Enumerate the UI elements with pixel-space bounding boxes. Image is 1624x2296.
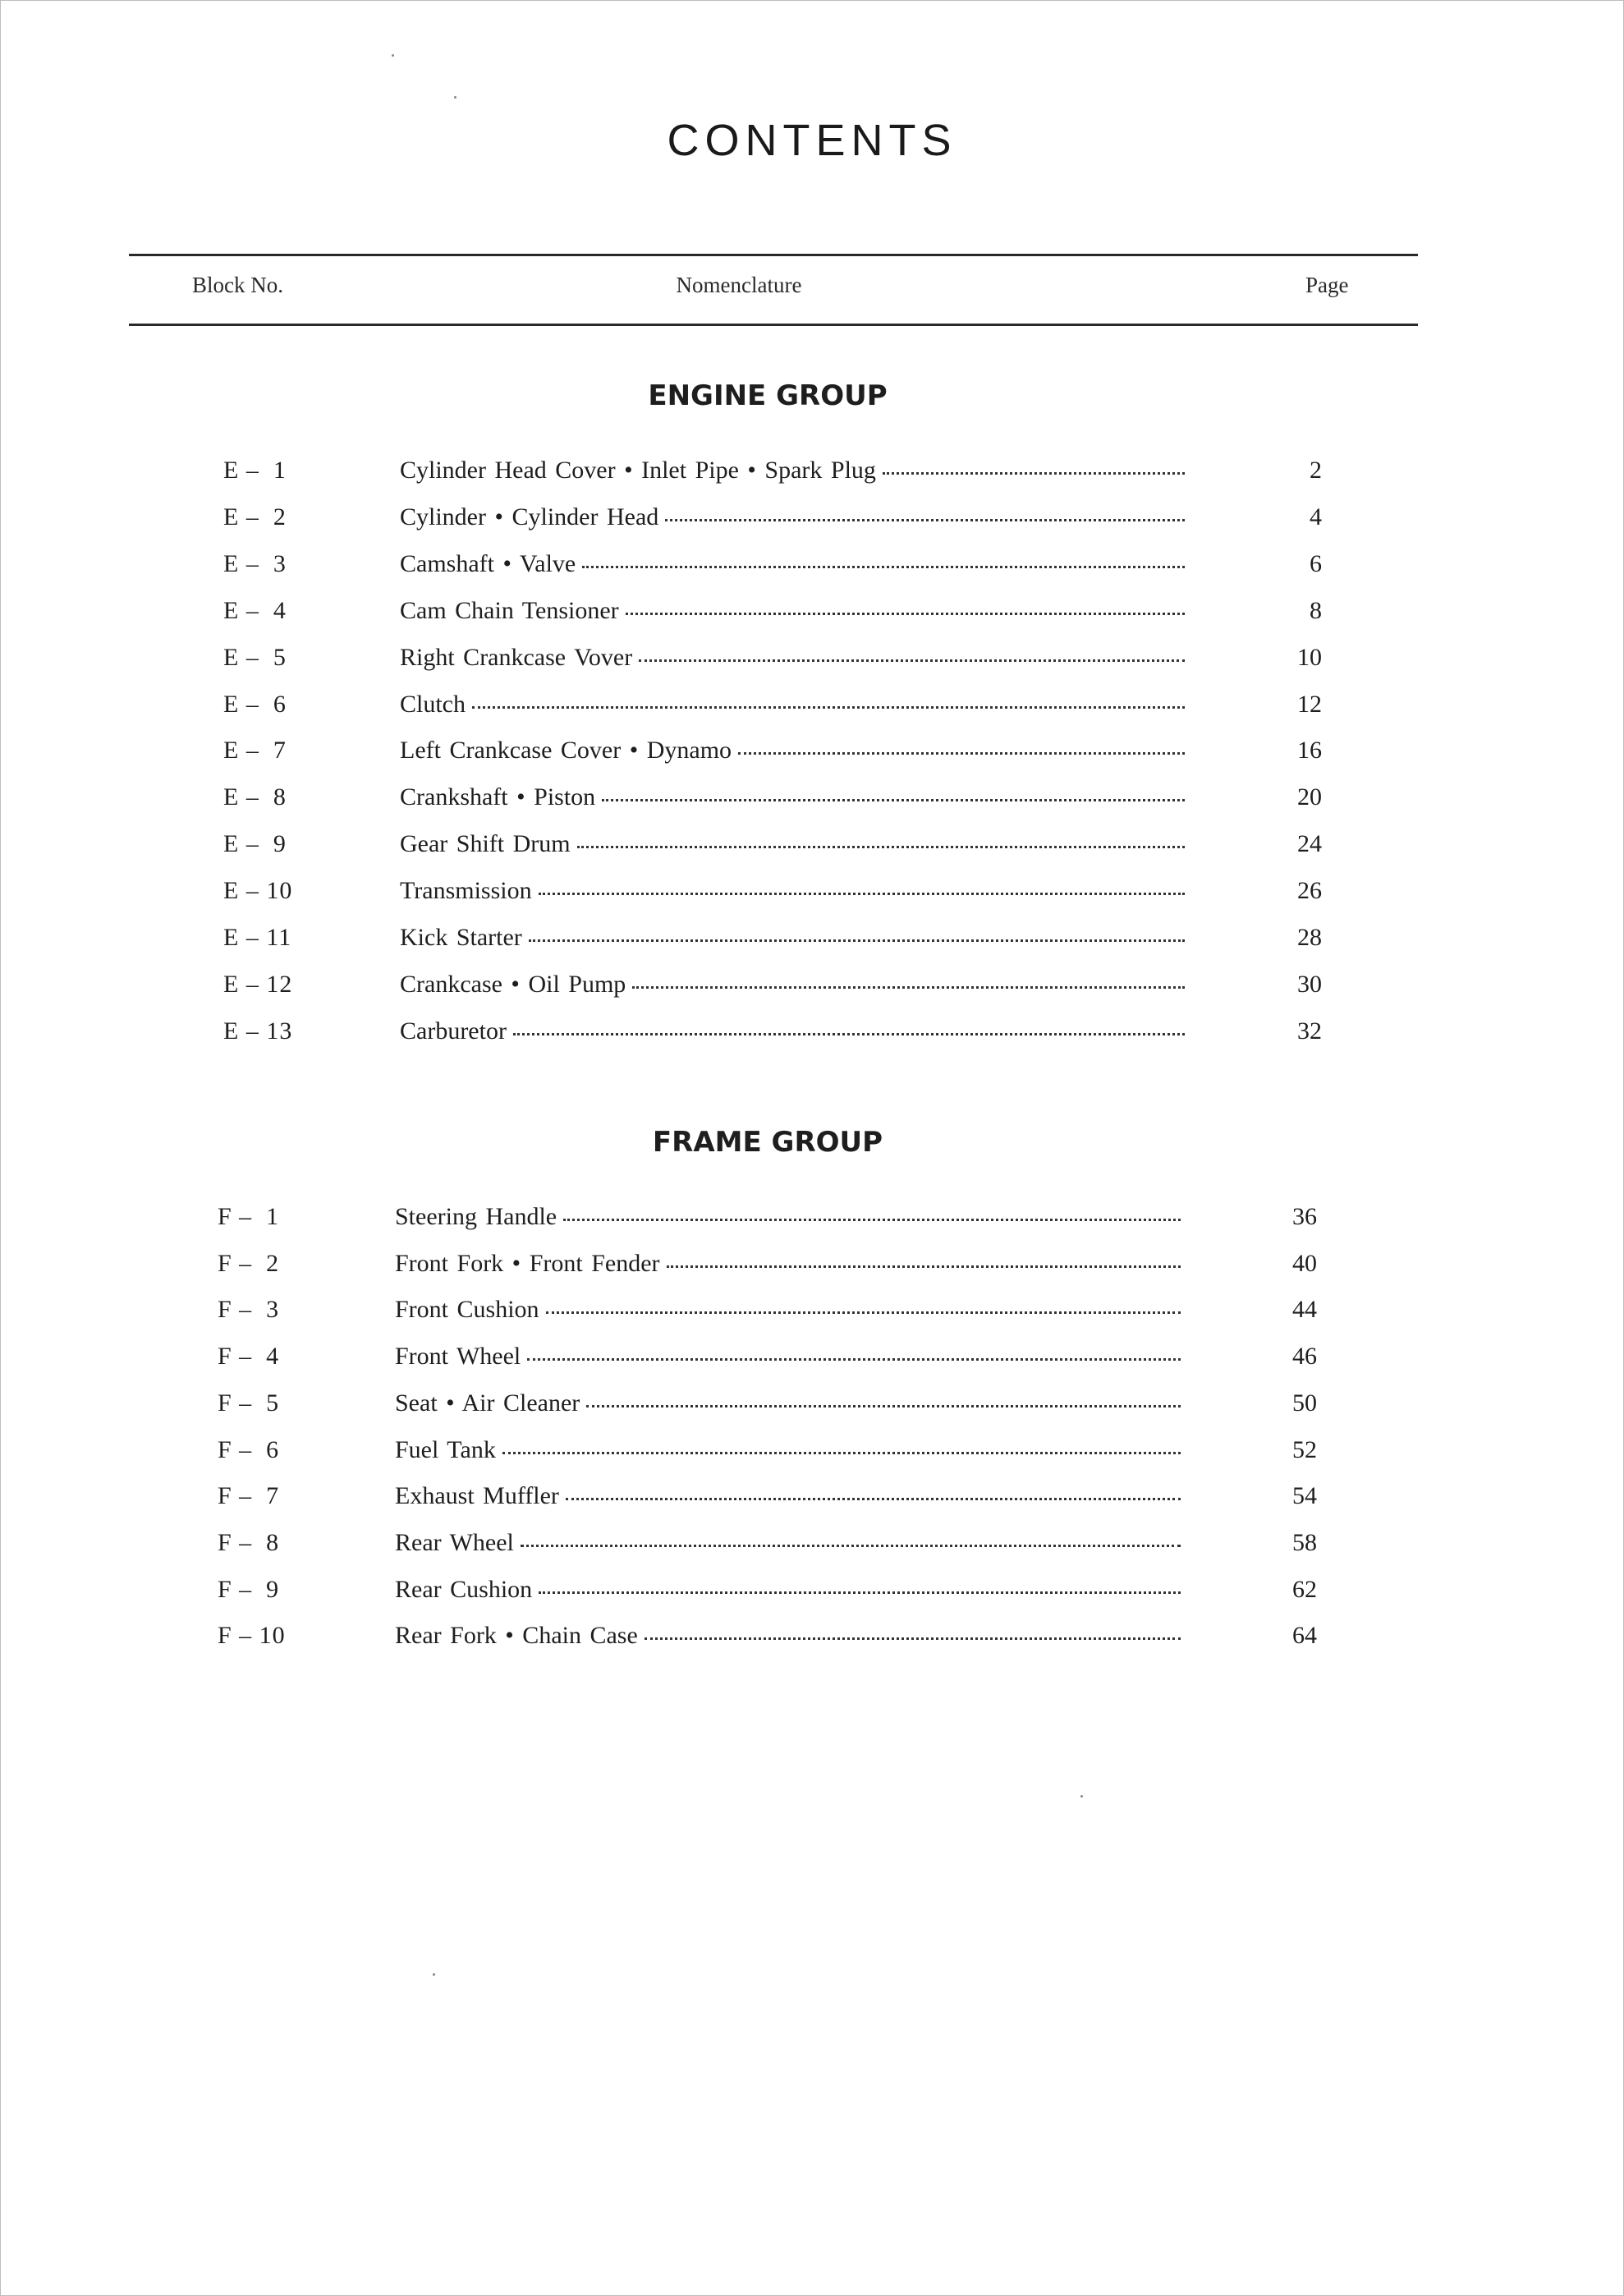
column-header-nomenclature: Nomenclature (676, 273, 802, 297)
nomenclature-cell (400, 499, 1185, 535)
dot-leader (546, 1311, 1181, 1314)
toc-entry (218, 1246, 1317, 1282)
dot-leader (577, 845, 1185, 848)
scan-speck (454, 96, 456, 99)
nomenclature-cell (395, 1339, 1181, 1375)
scan-speck (392, 54, 394, 57)
toc-entry (218, 1292, 1317, 1328)
nomenclature-text: Front Fork • Front Fender (395, 1249, 660, 1277)
dot-leader (667, 1265, 1181, 1268)
page-number: 10 (1297, 643, 1322, 671)
nomenclature-cell (395, 1292, 1181, 1328)
page-number: 24 (1297, 830, 1322, 858)
page-number: 28 (1297, 924, 1322, 951)
page-number: 4 (1310, 503, 1322, 530)
toc-entry (218, 1478, 1317, 1514)
column-header-page: Page (1305, 273, 1349, 297)
nomenclature-cell (395, 1618, 1181, 1654)
block-number: E – 2 (223, 503, 287, 530)
block-number: F – 5 (218, 1389, 280, 1417)
nomenclature-text: Steering Handle (395, 1203, 557, 1230)
page-number: 12 (1297, 690, 1322, 718)
nomenclature-cell (400, 779, 1185, 815)
nomenclature-cell (395, 1385, 1181, 1421)
nomenclature-text: Right Crankcase Vover (400, 643, 633, 671)
nomenclature-text: Fuel Tank (395, 1435, 496, 1463)
toc-entry (223, 826, 1322, 862)
dot-leader (632, 985, 1185, 989)
nomenclature-text: Cylinder • Cylinder Head (400, 503, 659, 530)
nomenclature-text: Kick Starter (400, 924, 522, 951)
toc-entry (218, 1572, 1317, 1608)
page-number: 36 (1292, 1203, 1317, 1230)
toc-entry (223, 546, 1322, 582)
nomenclature-text: Rear Fork • Chain Case (395, 1622, 638, 1650)
toc-entry (218, 1525, 1317, 1561)
toc-entry (223, 499, 1322, 535)
dot-leader (539, 892, 1185, 895)
block-number: F – 2 (218, 1249, 280, 1277)
nomenclature-text: Front Cushion (395, 1296, 539, 1324)
nomenclature-cell (395, 1478, 1181, 1514)
scan-speck (433, 1973, 435, 1976)
header-rule-bottom (129, 324, 1418, 326)
block-number: F – 1 (218, 1203, 280, 1230)
dot-leader (529, 939, 1185, 942)
nomenclature-cell (400, 546, 1185, 582)
nomenclature-cell (395, 1246, 1181, 1282)
page-number: 30 (1297, 970, 1322, 998)
nomenclature-cell (395, 1525, 1181, 1561)
nomenclature-text: Exhaust Muffler (395, 1482, 559, 1510)
nomenclature-cell (400, 593, 1185, 629)
page-number: 46 (1292, 1343, 1317, 1371)
nomenclature-text: Front Wheel (395, 1343, 521, 1371)
toc-entry (223, 873, 1322, 909)
nomenclature-text: Transmission (400, 877, 532, 905)
toc-entry (218, 1199, 1317, 1235)
block-number: F – 10 (218, 1622, 286, 1650)
nomenclature-cell (395, 1432, 1181, 1468)
page-number: 2 (1310, 457, 1322, 484)
nomenclature-text: Cam Chain Tensioner (400, 596, 619, 624)
block-number: F – 9 (218, 1575, 280, 1603)
dot-leader (563, 1218, 1181, 1221)
block-number: E – 6 (223, 690, 287, 718)
nomenclature-cell (395, 1199, 1181, 1235)
toc-entry (223, 593, 1322, 629)
dot-leader (513, 1032, 1185, 1035)
scan-speck (1080, 1795, 1083, 1798)
block-number: E – 10 (223, 877, 293, 905)
nomenclature-text: Rear Wheel (395, 1528, 514, 1556)
page-number: 40 (1292, 1249, 1317, 1277)
block-number: E – 7 (223, 737, 287, 765)
block-number: F – 4 (218, 1343, 280, 1371)
dot-leader (639, 659, 1185, 662)
group-title-frame: FRAME GROUP (652, 1126, 883, 1159)
nomenclature-cell (395, 1572, 1181, 1608)
page-number: 50 (1292, 1389, 1317, 1417)
block-number: E – 11 (223, 924, 292, 951)
toc-entry (223, 640, 1322, 676)
nomenclature-cell (400, 732, 1185, 769)
nomenclature-cell (400, 967, 1185, 1003)
page-number: 64 (1292, 1622, 1317, 1650)
block-number: F – 8 (218, 1528, 280, 1556)
nomenclature-text: Rear Cushion (395, 1575, 533, 1603)
dot-leader (665, 518, 1185, 521)
block-number: E – 4 (223, 596, 287, 624)
page-title: CONTENTS (667, 116, 957, 165)
toc-entry (218, 1385, 1317, 1421)
toc-entry (223, 920, 1322, 956)
nomenclature-cell (400, 687, 1185, 723)
block-number: E – 1 (223, 457, 287, 484)
nomenclature-cell (400, 826, 1185, 862)
page-number: 44 (1292, 1296, 1317, 1324)
toc-entry (223, 1013, 1322, 1049)
page-number: 26 (1297, 877, 1322, 905)
nomenclature-text: Camshaft • Valve (400, 549, 576, 577)
dot-leader (521, 1544, 1181, 1547)
dot-leader (626, 612, 1185, 615)
block-number: E – 3 (223, 549, 287, 577)
dot-leader (602, 798, 1185, 801)
toc-entry (223, 687, 1322, 723)
page-number: 8 (1310, 596, 1322, 624)
dot-leader (502, 1451, 1181, 1454)
page-number: 62 (1292, 1575, 1317, 1603)
dot-leader (472, 705, 1185, 709)
dot-leader (527, 1357, 1181, 1361)
nomenclature-text: Cylinder Head Cover • Inlet Pipe • Spark Plug (400, 457, 876, 484)
toc-entry (223, 779, 1322, 815)
page-number: 6 (1310, 549, 1322, 577)
page-number: 16 (1297, 737, 1322, 765)
block-number: E – 8 (223, 783, 287, 811)
header-rule-top (129, 254, 1418, 256)
nomenclature-cell (400, 920, 1185, 956)
toc-entry (223, 452, 1322, 489)
dot-leader (566, 1497, 1181, 1500)
toc-entry (223, 732, 1322, 769)
page-number: 58 (1292, 1528, 1317, 1556)
page-number: 54 (1292, 1482, 1317, 1510)
nomenclature-cell (400, 452, 1185, 489)
toc-entry (223, 967, 1322, 1003)
nomenclature-text: Crankshaft • Piston (400, 783, 596, 811)
nomenclature-text: Clutch (400, 690, 466, 718)
block-number: F – 7 (218, 1482, 280, 1510)
nomenclature-cell (400, 1013, 1185, 1049)
column-header-block: Block No. (192, 273, 283, 297)
dot-leader (586, 1404, 1181, 1407)
toc-entry (218, 1618, 1317, 1654)
nomenclature-text: Crankcase • Oil Pump (400, 970, 626, 998)
dot-leader (738, 751, 1185, 755)
dot-leader (582, 565, 1185, 568)
block-number: E – 12 (223, 970, 293, 998)
nomenclature-cell (400, 873, 1185, 909)
toc-entry (218, 1432, 1317, 1468)
nomenclature-text: Carburetor (400, 1017, 507, 1045)
toc-entry (218, 1339, 1317, 1375)
block-number: E – 5 (223, 643, 287, 671)
block-number: F – 3 (218, 1296, 280, 1324)
block-number: E – 13 (223, 1017, 293, 1045)
nomenclature-text: Seat • Air Cleaner (395, 1389, 580, 1417)
page-number: 32 (1297, 1017, 1322, 1045)
nomenclature-cell (400, 640, 1185, 676)
block-number: E – 9 (223, 830, 287, 858)
page-number: 52 (1292, 1435, 1317, 1463)
dot-leader (645, 1637, 1181, 1640)
nomenclature-text: Gear Shift Drum (400, 830, 571, 858)
group-title-engine: ENGINE GROUP (648, 379, 888, 412)
nomenclature-text: Left Crankcase Cover • Dynamo (400, 737, 732, 765)
dot-leader (883, 471, 1185, 475)
block-number: F – 6 (218, 1435, 280, 1463)
page-number: 20 (1297, 783, 1322, 811)
dot-leader (539, 1591, 1181, 1594)
